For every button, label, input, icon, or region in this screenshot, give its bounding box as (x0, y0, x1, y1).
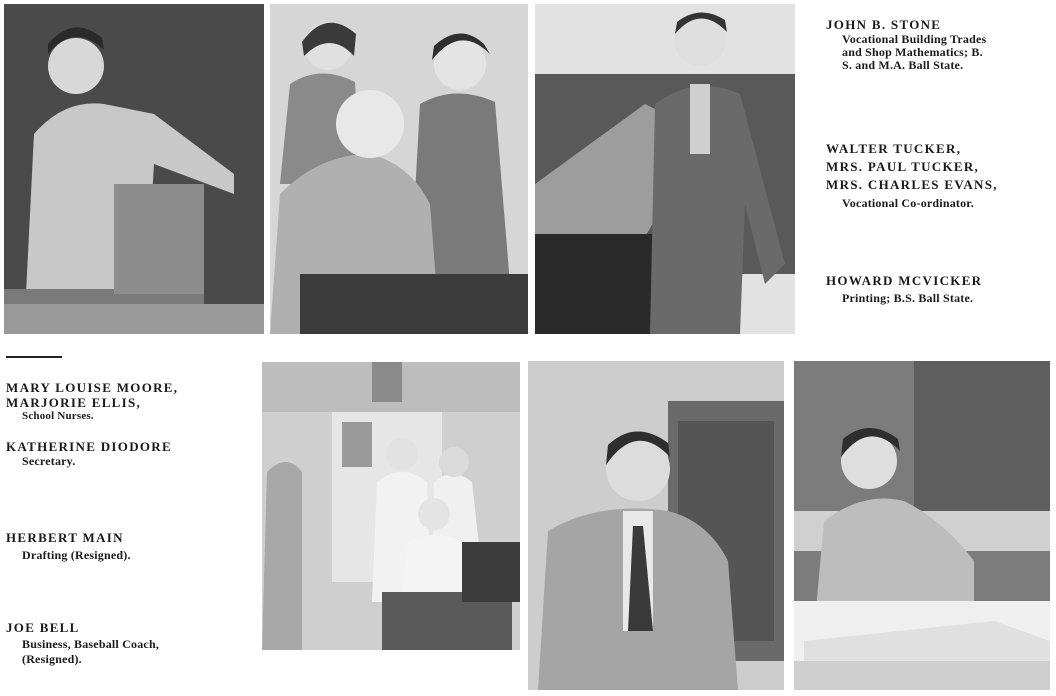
caption-name: JOE BELL (6, 620, 80, 635)
caption-desc-line: S. and M.A. Ball State. (842, 58, 964, 73)
caption-desc: Drafting (Resigned). (22, 548, 131, 563)
caption-name: HOWARD MCVICKER (826, 273, 983, 288)
caption-desc-line: Business, Baseball Coach, (22, 636, 160, 651)
caption-herbert-main (6, 529, 131, 564)
caption-joe-bell (6, 620, 159, 668)
photo-nurses-office (262, 362, 520, 650)
caption-school-nurses (6, 381, 178, 422)
caption-katherine-diodore (6, 440, 172, 468)
caption-desc-line: and Shop Mathematics; B. (842, 44, 983, 59)
caption-name: MARY LOUISE MOORE, (6, 380, 179, 395)
photo-joe-bell-at-desk (794, 361, 1050, 690)
caption-desc: Secretary. (22, 453, 76, 468)
caption-name: MARJORIE ELLIS, (6, 394, 142, 410)
photo-tucker-group (270, 4, 528, 334)
caption-desc-line: Vocational Building Trades (842, 31, 987, 46)
caption-name: MRS. PAUL TUCKER, (826, 159, 980, 175)
caption-howard-mcvicker (826, 272, 982, 307)
caption-name: MRS. CHARLES EVANS, (826, 177, 998, 193)
caption-name: HERBERT MAIN (6, 530, 124, 545)
photo-stone-at-workbench (4, 4, 264, 334)
photo-herbert-main-seated (528, 361, 784, 690)
caption-desc: School Nurses. (22, 410, 94, 423)
photo-mcvicker-standing (535, 4, 795, 334)
caption-name: KATHERINE DIODORE (6, 439, 172, 454)
caption-name: WALTER TUCKER, (826, 141, 962, 156)
decorative-rule (6, 356, 62, 358)
caption-tucker-group (826, 140, 998, 211)
caption-desc-line: (Resigned). (22, 652, 82, 667)
caption-john-stone (826, 18, 986, 73)
caption-desc: Printing; B.S. Ball State. (842, 291, 974, 306)
caption-name: JOHN B. STONE (826, 17, 942, 32)
caption-desc: Vocational Co-ordinator. (842, 195, 974, 210)
